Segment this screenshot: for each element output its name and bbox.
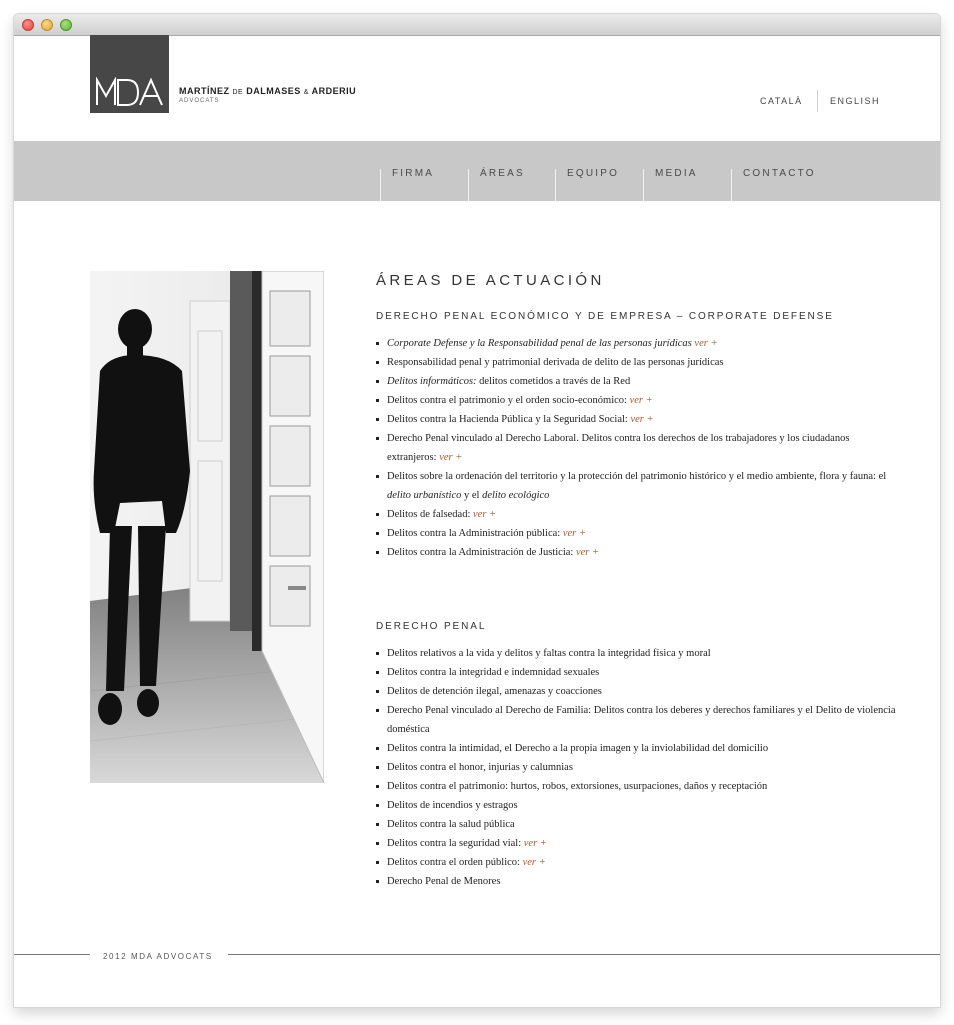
list-item-text: delito ecológico <box>482 490 550 501</box>
list-item <box>376 834 896 853</box>
maximize-window-button[interactable] <box>60 19 72 31</box>
main-nav <box>14 141 940 201</box>
ver-mas-link[interactable]: ver + <box>629 395 653 406</box>
list-item <box>376 853 896 872</box>
list-item-text: Delitos contra la Administración pública: <box>387 528 563 539</box>
language-catala-link[interactable]: CATALÀ <box>760 96 803 106</box>
list-item <box>376 334 896 353</box>
list-item-text: Derecho Penal de Menores <box>387 876 501 887</box>
list-item <box>376 372 896 391</box>
list-item <box>376 796 896 815</box>
list-item-text: Delitos contra la salud pública <box>387 819 515 830</box>
list-item <box>376 644 896 663</box>
list-item <box>376 682 896 701</box>
list-item-text: Delitos contra la integridad e indemnidad sexuales <box>387 667 600 678</box>
ver-mas-link[interactable]: ver + <box>694 338 718 349</box>
list-item <box>376 543 896 562</box>
list-item-text: Delitos de falsedad: <box>387 509 474 520</box>
page-title: ÁREAS DE ACTUACIÓN <box>376 272 605 289</box>
section-list <box>376 334 896 562</box>
close-window-button[interactable] <box>22 19 34 31</box>
section-heading: DERECHO PENAL ECONÓMICO Y DE EMPRESA – CORPORATE DEFENSE <box>376 311 834 322</box>
list-item-text: Corporate Defense y la Responsabilidad penal de las personas jurídicas <box>387 338 692 349</box>
list-item-text: Responsabilidad penal y patrimonial derivada de delito de las personas jurídicas <box>387 357 724 368</box>
list-item-text: Delitos contra la intimidad, el Derecho a la propia imagen y la inviolabilidad del domicilio <box>387 743 769 754</box>
ver-mas-link[interactable]: ver + <box>473 509 497 520</box>
footer-divider-left <box>14 954 90 955</box>
firm-name: MARTÍNEZ DE DALMASES & ARDERIU <box>179 86 357 96</box>
nav-item-media[interactable]: MEDIA <box>643 169 731 201</box>
ver-mas-link[interactable]: ver + <box>575 547 600 558</box>
list-item-text: Derecho Penal vinculado al Derecho de Familia: Delitos contra los deberes y derechos familiares y el Delito de violencia doméstica <box>387 705 896 735</box>
section-heading: DERECHO PENAL <box>376 621 487 632</box>
firm-subtitle: ADVOCATS <box>179 98 220 104</box>
language-divider <box>817 90 818 112</box>
list-item-text: Delitos relativos a la vida y delitos y faltas contra la integridad física y moral <box>387 648 711 659</box>
list-item-text: y el <box>461 490 483 501</box>
minimize-window-button[interactable] <box>41 19 53 31</box>
footer-divider-right <box>228 954 940 955</box>
man-in-hallway-image <box>90 271 324 783</box>
list-item-text: Delitos sobre la ordenación del territorio y la protección del patrimonio histórico y el medio ambiente, flora y fauna: el <box>387 471 887 482</box>
nav-item-firma[interactable]: FIRMA <box>380 169 468 201</box>
list-item <box>376 467 896 505</box>
browser-window <box>14 14 940 1007</box>
list-item-text: Delitos contra la seguridad vial: <box>387 838 524 849</box>
list-item-text: Delitos de incendios y estragos <box>387 800 518 811</box>
list-item <box>376 410 896 429</box>
nav-item-equipo[interactable]: EQUIPO <box>555 169 643 201</box>
ver-mas-link[interactable]: ver + <box>523 838 547 849</box>
list-item <box>376 777 896 796</box>
list-item-text: Delitos contra la Administración de Justicia: <box>387 547 576 558</box>
list-item <box>376 505 896 524</box>
list-item-text: Delitos de detención ilegal, amenazas y coacciones <box>387 686 602 697</box>
list-item <box>376 758 896 777</box>
list-item-text: delito urbanístico <box>387 490 462 501</box>
nav-item-areas[interactable]: ÁREAS <box>468 169 555 201</box>
list-item-text: Derecho Penal vinculado al Derecho Laboral. Delitos contra los derechos de los trabajadores y los ciudadanos extranjeros: <box>387 433 850 463</box>
list-item <box>376 872 896 891</box>
hallway-photo <box>90 271 324 783</box>
language-english-link[interactable]: ENGLISH <box>830 96 881 106</box>
list-item-text: Delitos contra el honor, injurias y calumnias <box>387 762 573 773</box>
mda-logo-mark <box>96 77 166 107</box>
ver-mas-link[interactable]: ver + <box>562 528 586 539</box>
list-item <box>376 663 896 682</box>
list-item-text: Delitos contra el patrimonio: hurtos, robos, extorsiones, usurpaciones, daños y receptación <box>387 781 768 792</box>
list-item-text: Delitos contra el patrimonio y el orden socio-económico: <box>387 395 630 406</box>
list-item-text: Delitos contra la Hacienda Pública y la Seguridad Social: <box>387 414 631 425</box>
list-item <box>376 815 896 834</box>
list-item <box>376 429 896 467</box>
list-item-text: Delitos contra el orden público: <box>387 857 523 868</box>
ver-mas-link[interactable]: ver + <box>522 857 546 868</box>
list-item <box>376 701 896 739</box>
list-item <box>376 353 896 372</box>
list-item <box>376 391 896 410</box>
ver-mas-link[interactable]: ver + <box>439 452 463 463</box>
list-item-text: Delitos informáticos: <box>387 376 477 387</box>
ver-mas-link[interactable]: ver + <box>630 414 654 425</box>
list-item <box>376 739 896 758</box>
section-list <box>376 644 896 891</box>
logo[interactable] <box>90 35 169 113</box>
window-titlebar <box>14 14 940 36</box>
nav-item-contacto[interactable]: CONTACTO <box>731 169 831 201</box>
footer-copyright: 2012 MDA ADVOCATS <box>103 952 213 961</box>
list-item <box>376 524 896 543</box>
list-item-text: delitos cometidos a través de la Red <box>476 376 631 387</box>
